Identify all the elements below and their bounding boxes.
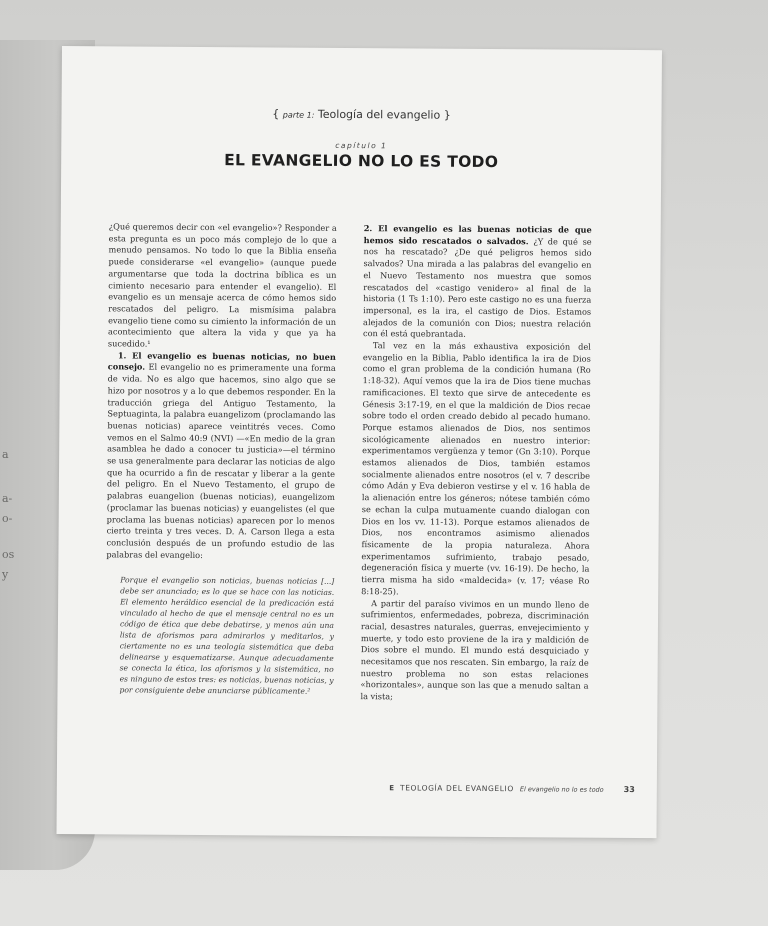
paragraph-heading: 2. El evangelio es las buenas noticias de que hemos sido rescatados o salvados. [363,223,592,246]
paragraph: ¿Qué queremos decir con «el evangelio»? Responder a esta pregunta es un poco más complejo de lo que a menudo pensamos. No todo lo que la Biblia enseña puede considerarse «el evangelio» (aunque puede argumentarse que toda la doctrina bíblica es un cimiento necesario para entender el evangelio). El evangelio es un mensaje acerca de cómo hemos sido rescatados del peligro. La mismísima palabra evangelio tiene como su cimiento la información de un acontecimiento que altera la vida y que ya ha sucedido.¹ [107,221,337,349]
right-column [360,223,591,704]
left-column [105,221,336,697]
paragraph: A partir del paraíso vivimos en un mundo lleno de sufrimientos, enfermedades, pobreza, discriminación racial, desastres naturales, guerras, envejecimiento y muerte, y todo esto proviene de la ira y maldición de Dios sobre el mundo. El mundo está desquiciado y necesitamos que nos rescaten. Sin embargo, la raíz de nuestro problema no son estas relaciones «horizontales», aunque son las que a menudo saltan a la vista; [360,597,590,702]
paragraph [363,223,592,342]
footer-mark: E [389,784,395,793]
chapter-label: capítulo 1 [335,140,388,151]
chapter-title: EL EVANGELIO NO LO ES TODO [224,151,499,172]
prev-page-fragment: y [2,568,9,581]
paragraph: Tal vez en la más exhaustiva exposición del evangelio en la Biblia, Pablo identifica la ira de Dios como el gran problema de la condición humana (Ro 1:18-32). Aquí vemos que la ira de Dios tiene muchas ramificaciones. El texto que sirve de antecedente es Génesis 3:17-19, en el que la maldición de Dios recae sobre todo el orden creado debido al pecado humano. Porque estamos alienados de Dios, nos sentimos sicológicamente alienados en nuestro interior: experimentamos vergüenza y temor (Gn 3:10). Porque estamos alienados de Dios, también estamos socialmente alienados entre nosotros (el v. 7 describe cómo Adán y Eva debieron vestirse y el v. 16 habla de la alienación entre los géneros; nótese también cómo se echan la culpa mutuamente cuando dialogan con Dios en los vv. 11-13). Porque estamos alienados de Dios, nos encontramos asimismo alienados físicamente de la propia naturaleza. Ahora experimentamos sufrimiento, trabajo pesado, degeneración física y muerte (vv. 16-19). De hecho, la tierra misma ha sido «maldecida» (v. 17; véase Ro 8:18-25). [361,340,591,597]
part-title: Teología del evangelio [317,107,441,122]
block-quote: Porque el evangelio son noticias, buenas noticias [...] debe ser anunciado; es lo que se hace con las noticias. El elemento heráldico esencial de la predicación está vinculado al hecho de que el mensaje central no es un código de ética que debe debatirse, y menos aún una lista de aforismos para admirarlos y meditarlos, y ciertamente no es una teología sistemática que deba delinearse y esquematizarse. Aunque adecuadamente se conecta la ética, los aforismos y la sistemática, no es ninguno de estos tres: es noticias, buenas noticias, y por consiguiente debe anunciarse públicamente.² [119,575,335,697]
paragraph-body: ¿Y de qué se nos ha rescatado? ¿De qué peligros hemos sido salvados? Una mirada a las palabras del evangelio en el Nuevo Testamento nos muestra que somos rescatados del «castigo venidero» al final de la historia (1 Ts 1:10). Pero este castigo no es una fuerza impersonal, es la ira, el castigo de Dios. Estamos alejados de la comunión con Dios; nuestra relación con él está quebrantada. [362,235,592,340]
book-page [56,46,661,838]
paragraph-body: El evangelio no es primeramente una forma de vida. No es algo que hacemos, sino algo que se hizo por nosotros y a lo que debemos responder. En la traducción griega del Antiguo Testamento, la Septuaginta, la palabra euangelizom (proclamando las buenas noticias) aparece veintitrés veces. Como vemos en el Salmo 40:9 (NVI) —«En medio de la gran asamblea he dado a conocer tu justicia»—el término se usa generalmente para declarar las noticias de algo que ha ocurrido a fin de rescatar y liberar a la gente del peligro. En el Nuevo Testamento, el grupo de palabras euangelion (buenas noticias), euangelizom (proclamar las buenas noticias) y euangelistes (el que proclama las buenas noticias) aparecen por lo menos cierto treinta y tres veces. D. A. Carson llega a esta conclusión después de un profundo estudio de las palabras del evangelio: [106,362,336,560]
page-number: 33 [623,784,635,795]
page-footer [389,783,635,794]
part-prefix: parte 1: [282,110,315,120]
paragraph [106,350,335,562]
prev-page-fragment: o- [2,512,13,525]
prev-page-fragment: a [2,448,9,461]
footer-section: TEOLOGÍA DEL EVANGELIO [400,783,514,794]
prev-page-fragment: os [2,548,15,561]
prev-page-fragment: a- [2,492,13,505]
footer-chapter: El evangelio no lo es todo [519,785,604,794]
part-label: { parte 1: Teología del evangelio } [272,107,451,122]
paragraph-heading: 1. El evangelio es buenas noticias, no buen consejo. [107,350,336,373]
